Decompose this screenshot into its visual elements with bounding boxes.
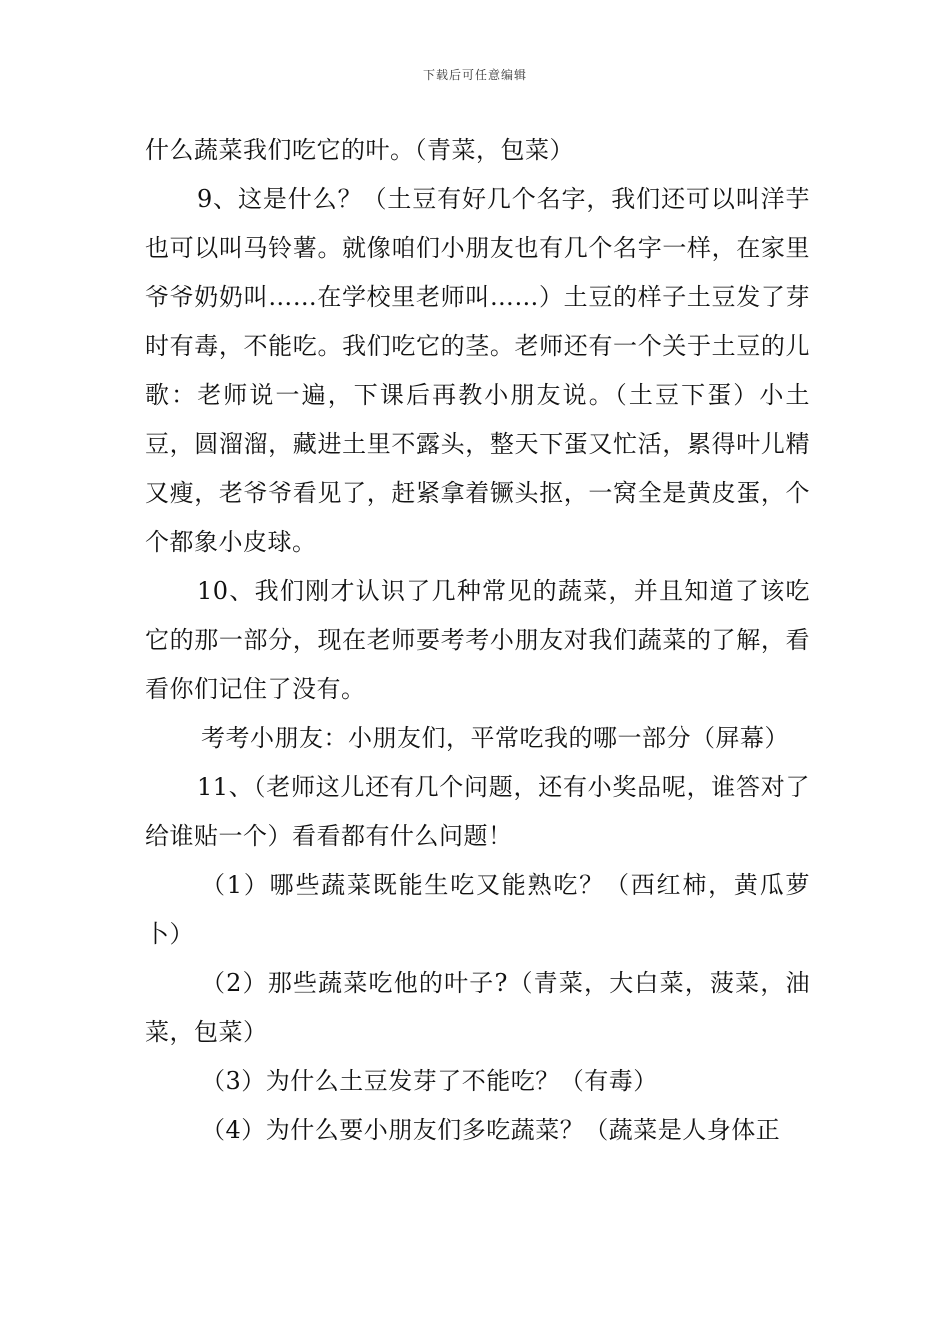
paragraph-item-9-potato: 9、这是什么？（土豆有好几个名字，我们还可以叫洋芋也可以叫马铃薯。就像咱们小朋友也有几个名字一样，在家里爷爷奶奶叫……在学校里老师叫……）土豆的样子土豆发了芽时有毒，不能吃。我们吃它的茎。老师还有一个关于土豆的儿歌：老师说一遍，下课后再教小朋友说。（土豆下蛋）小土豆，圆溜溜，藏进土里不露头，整天下蛋又忙活，累得叶儿精又瘦，老爷爷看见了，赶紧拿着镢头抠，一窝全是黄皮蛋，个个都象小皮球。 [145, 185, 810, 556]
document-body [145, 126, 810, 1155]
paragraph-question-4: （4）为什么要小朋友们多吃蔬菜？（蔬菜是人身体正 [201, 1116, 781, 1144]
paragraph-question-2: （2）那些蔬菜吃他的叶子?（青菜，大白菜，菠菜，油菜，包菜） [145, 969, 810, 1046]
paragraph-question-1: （1）哪些蔬菜既能生吃又能熟吃？（西红柿，黄瓜萝卜） [145, 871, 810, 948]
paragraph-item-11-questions: 11、（老师这儿还有几个问题，还有小奖品呢，谁答对了给谁贴一个）看看都有什么问题！ [145, 773, 810, 850]
paragraph-item-10-quiz-intro: 10、我们刚才认识了几种常见的蔬菜，并且知道了该吃它的那一部分，现在老师要考考小朋友对我们蔬菜的了解，看看你们记住了没有。 [145, 577, 810, 703]
paragraph-quiz-screen: 考考小朋友：小朋友们，平常吃我的哪一部分（屏幕） [201, 724, 789, 752]
paragraph-vegetable-leaf: 什么蔬菜我们吃它的叶。（青菜，包菜） [145, 136, 574, 164]
paragraph-question-3: （3）为什么土豆发芽了不能吃？（有毒） [201, 1067, 658, 1095]
page-header-note: 下载后可任意编辑 [422, 68, 527, 82]
